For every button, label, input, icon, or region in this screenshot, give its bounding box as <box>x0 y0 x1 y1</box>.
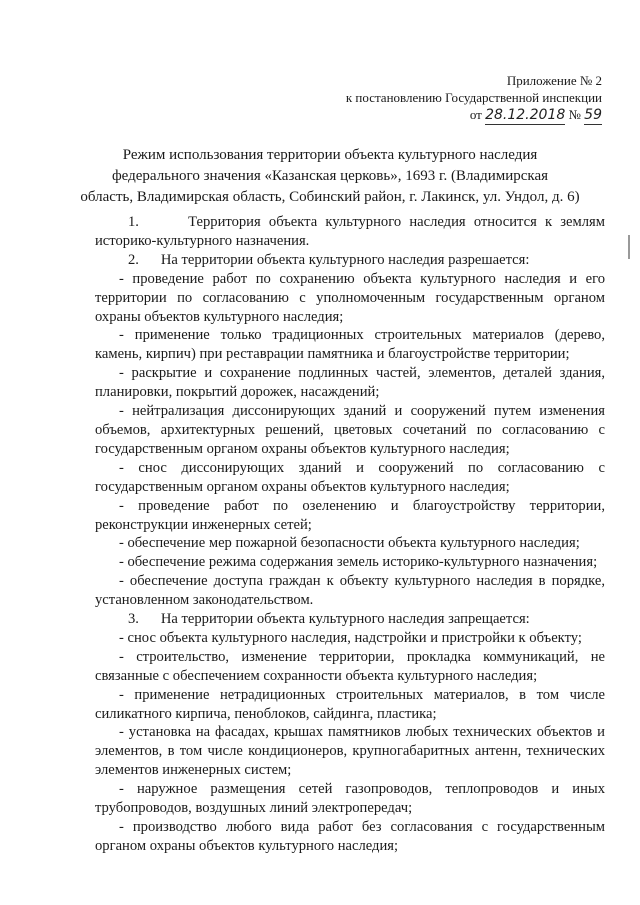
handwritten-date: 28.12.2018 <box>485 107 566 123</box>
list-item: - обеспечение мер пожарной безопасности объекта культурного наследия; <box>119 535 580 552</box>
list-item: - применение нетрадиционных строительных материалов, в том числе силикатного кирпича, пеноблоков, сайдинга, пластика; <box>95 686 605 722</box>
section-1 <box>95 213 605 251</box>
section-3-list <box>95 629 605 856</box>
date-prefix: от <box>469 107 482 122</box>
list-item: - строительство, изменение территории, прокладка коммуникаций, не связанные с обеспечением сохранности объекта культурного наследия; <box>95 648 605 684</box>
document-title <box>60 145 600 208</box>
list-item: - обеспечение режима содержания земель историко-культурного назначения; <box>119 554 598 571</box>
title-line-1: Режим использования территории объекта культурного наследия <box>122 147 538 163</box>
section-1-number: 1. <box>128 214 139 230</box>
list-item: - установка на фасадах, крышах памятников любых технических объектов и элементов, в том числе кондиционеров, крупногабаритных антенн, технических элементов инженерных систем; <box>95 724 605 779</box>
section-3-heading <box>95 610 605 629</box>
section-2-list <box>95 270 605 610</box>
document-body <box>95 213 605 856</box>
section-2-heading-text: На территории объекта культурного наследия разрешается: <box>160 251 530 268</box>
appendix-header <box>346 72 602 125</box>
list-item: - снос объекта культурного наследия, надстройки и пристройки к объекту; <box>119 629 582 646</box>
appendix-reference: к постановлению Государственной инспекции <box>345 90 602 105</box>
section-3-heading-text: На территории объекта культурного наследия запрещается: <box>160 611 530 628</box>
section-1-text: Территория объекта культурного наследия относится к землям историко-культурного назначения. <box>95 214 605 249</box>
list-item: - производство любого вида работ без согласования с государственным органом охраны объектов культурного наследия; <box>95 819 605 854</box>
scan-margin-mark <box>628 235 630 259</box>
appendix-number: Приложение № 2 <box>506 73 602 88</box>
list-item: - применение только традиционных строительных материалов (дерево, камень, кирпич) при реставрации памятника и благоустройстве территории; <box>95 327 605 363</box>
number-prefix: № <box>568 107 581 122</box>
section-2-number: 2. <box>128 251 139 268</box>
handwritten-number: 59 <box>584 107 602 123</box>
title-line-3: область, Владимирская область, Собинский район, г. Лакинск, ул. Ундол, д. 6) <box>80 189 580 205</box>
list-item: - проведение работ по сохранению объекта культурного наследия и его территории по согласованию с уполномоченным государственным органом охраны объектов культурного наследия; <box>95 270 605 325</box>
list-item: - снос диссонирующих зданий и сооружений по согласованию с государственным органом охраны объектов культурного наследия; <box>95 459 605 495</box>
section-2-heading <box>95 251 605 270</box>
title-line-2: федерального значения «Казанская церковь», 1693 г. (Владимирская <box>111 168 549 184</box>
list-item: - наружное размещения сетей газопроводов, теплопроводов и иных трубопроводов, воздушных линий электропередач; <box>95 781 605 817</box>
list-item: - обеспечение доступа граждан к объекту культурного наследия в порядке, установленном законодательством. <box>95 573 605 609</box>
list-item: - нейтрализация диссонирующих зданий и сооружений путем изменения объемов, архитектурных решений, цветовых сочетаний по согласованию с государственным органом охраны объектов культурного наследия; <box>95 403 605 457</box>
list-item: - раскрытие и сохранение подлинных частей, элементов, деталей здания, планировки, покрытий дорожек, насаждений; <box>95 365 605 401</box>
list-item: - проведение работ по озеленению и благоустройству территории, реконструкции инженерных сетей; <box>95 497 605 533</box>
appendix-date-line <box>346 106 602 125</box>
section-1-paragraph <box>95 213 605 251</box>
section-3-number: 3. <box>128 611 139 628</box>
